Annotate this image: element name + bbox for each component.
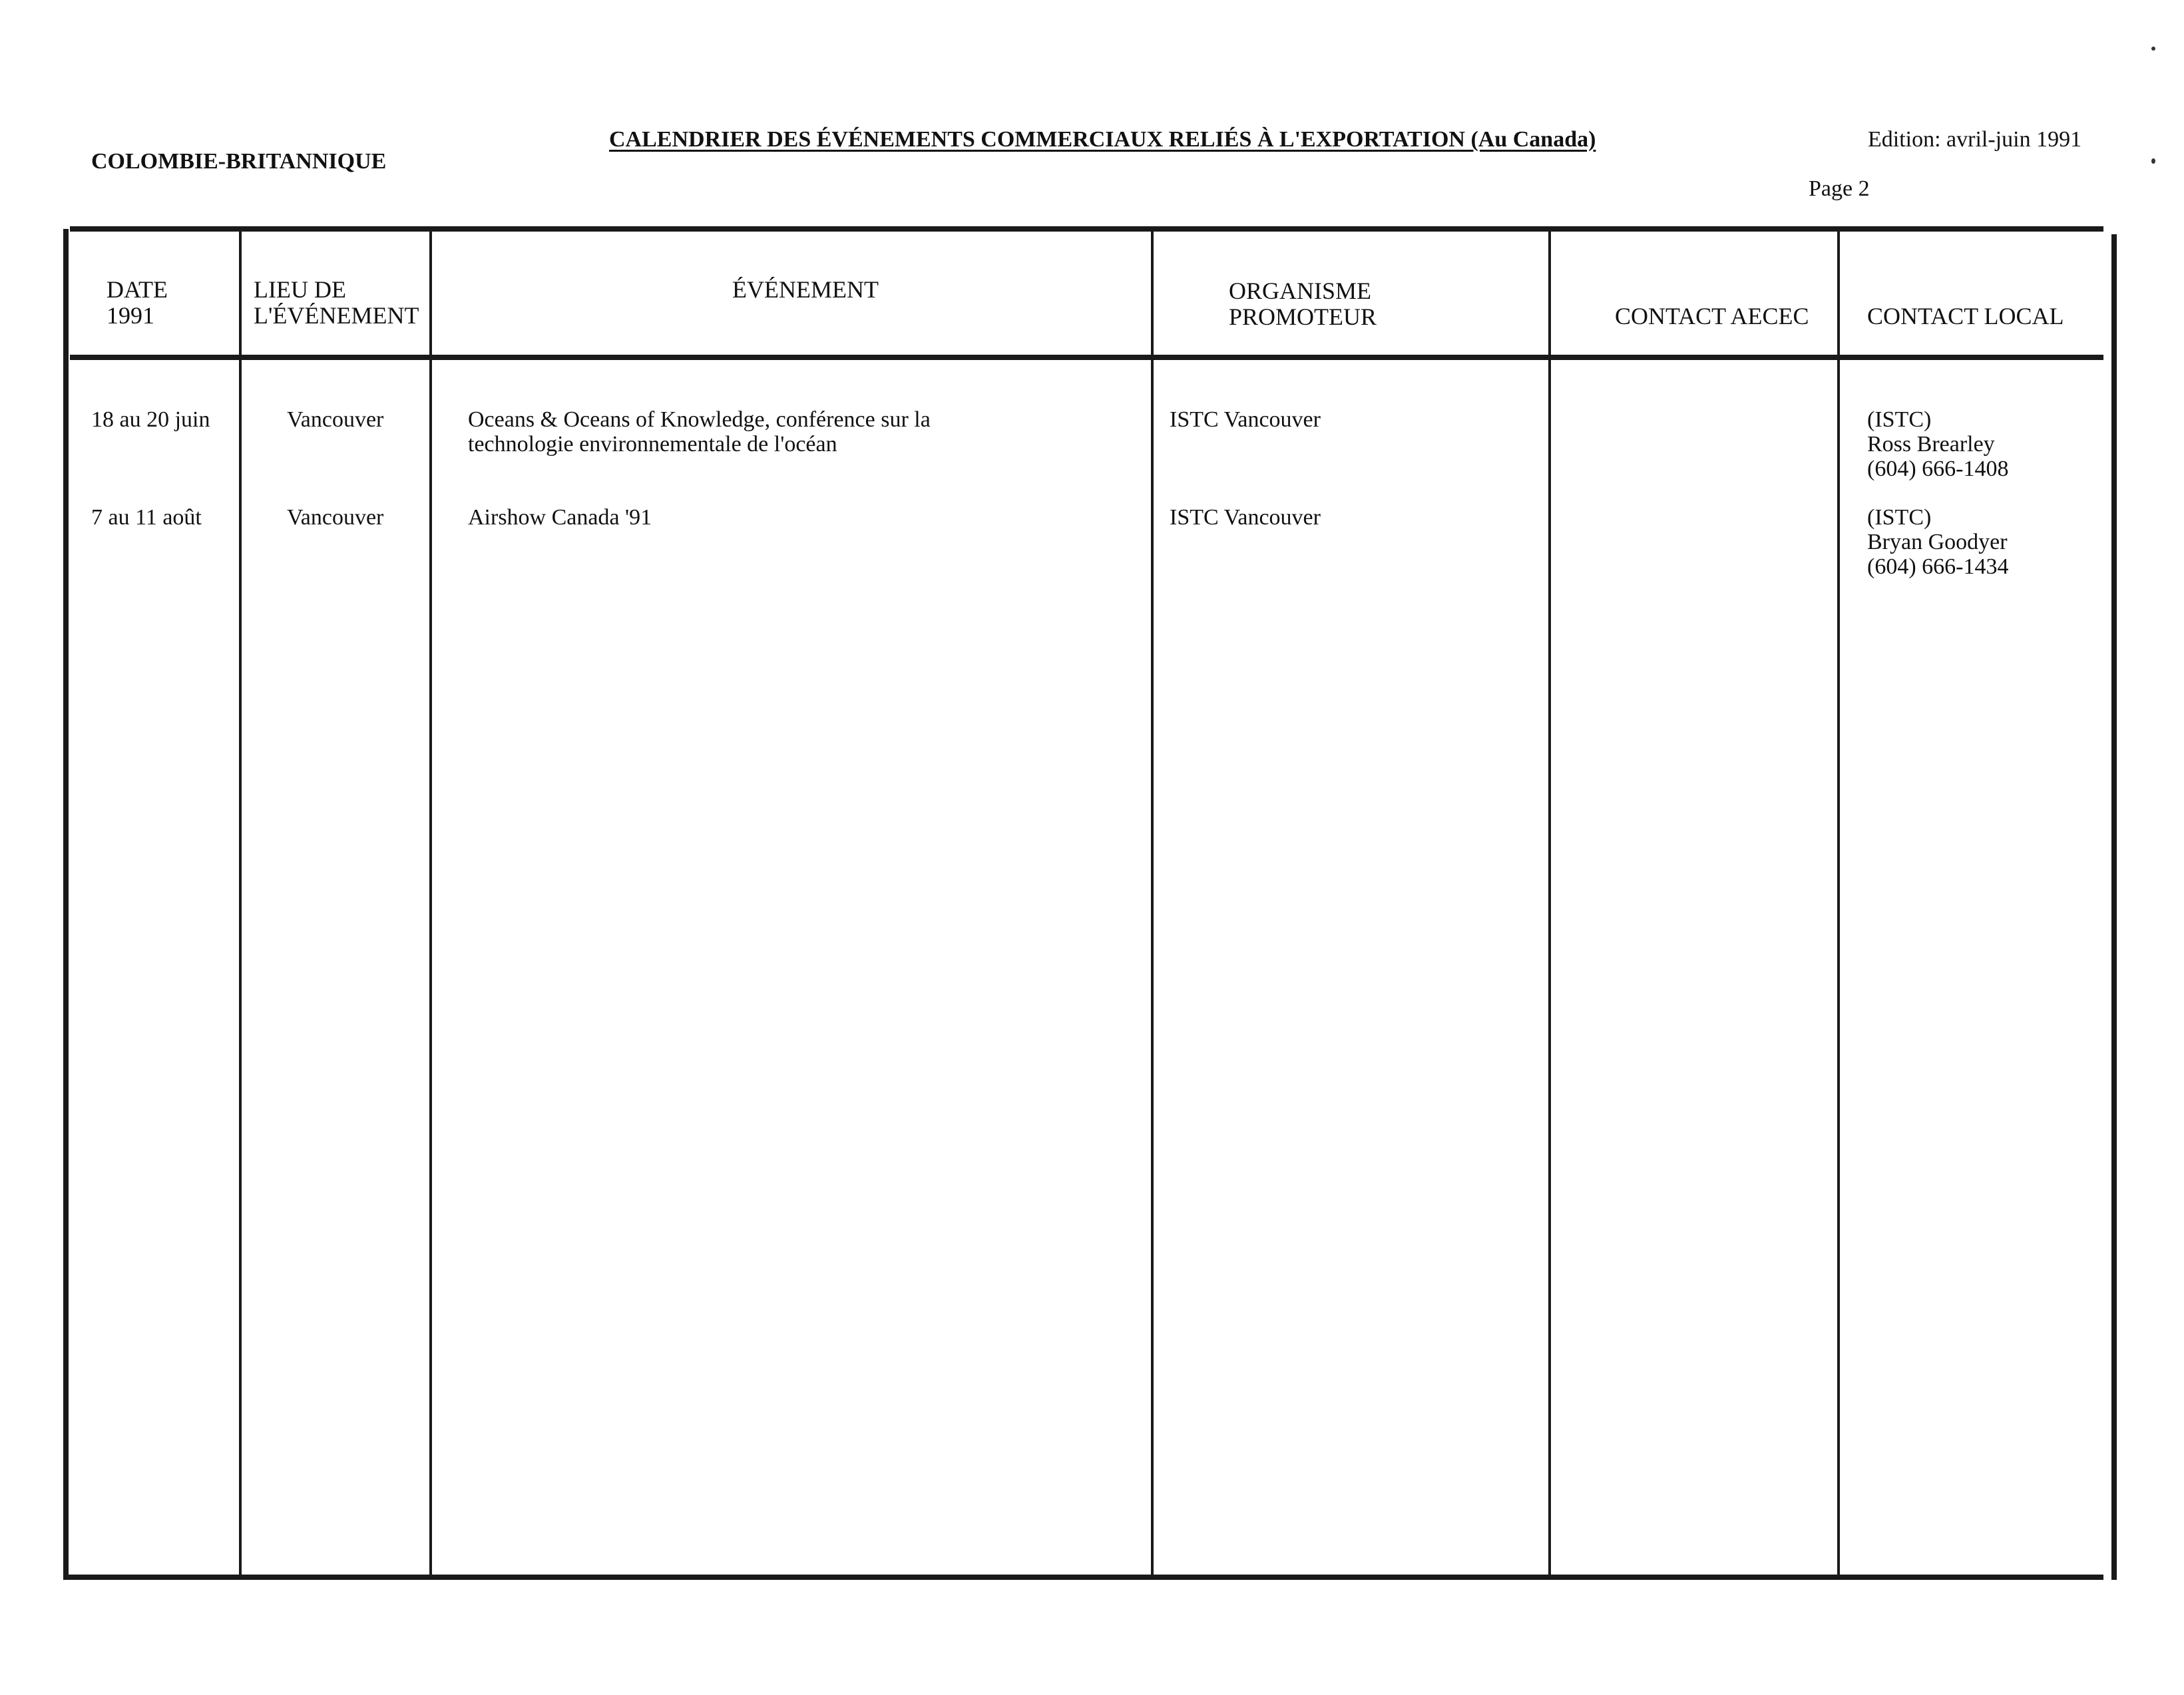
row-date: 18 au 20 juin [91,407,210,432]
header-organisme-line1: ORGANISME [1229,278,1372,304]
row-date: 7 au 11 août [91,505,202,530]
column-divider [1837,229,1840,1577]
row-organisme: ISTC Vancouver [1170,407,1321,432]
table-bottom-border [63,1575,2103,1580]
header-lieu-line2: L'ÉVÉNEMENT [254,302,419,329]
row-evenement [468,407,931,457]
header-lieu-line1: LIEU DE [254,276,346,303]
row-contact-local [1867,407,2008,481]
document-title: CALENDRIER DES ÉVÉNEMENTS COMMERCIAUX RELIÉS À L'EXPORTATION (Au Canada) [609,127,1596,152]
header-date-line1: DATE [107,276,168,303]
row-evenement [468,505,652,530]
table-right-border [2111,234,2117,1580]
edition-label: Edition: avril-juin 1991 [1868,127,2082,152]
column-divider [429,229,432,1577]
row-contact-local-line1: (ISTC) [1867,505,1932,530]
column-divider [1548,229,1551,1577]
row-organisme: ISTC Vancouver [1170,505,1321,530]
row-lieu: Vancouver [287,407,384,432]
header-organisme-line2: PROMOTEUR [1229,303,1377,330]
row-evenement-line2: technologie environnementale de l'océan [468,432,837,457]
page-number: Page 2 [1809,176,1870,201]
table-left-border [63,229,69,1580]
header-evenement: ÉVÉNEMENT [732,276,879,303]
column-divider [1151,229,1154,1577]
row-contact-local-line3: (604) 666-1408 [1867,457,2009,481]
header-contact-aecec: CONTACT AECEC [1615,303,1809,329]
header-organisme [1229,278,1377,330]
header-bottom-border [70,355,2103,360]
row-contact-local-line2: Bryan Goodyer [1867,530,2008,554]
row-contact-local-line1: (ISTC) [1867,407,1932,432]
row-contact-local [1867,505,2008,579]
header-date [107,277,168,329]
row-contact-local-line3: (604) 666-1434 [1867,554,2009,579]
header-contact-local: CONTACT LOCAL [1867,303,2064,329]
row-evenement-line1: Oceans & Oceans of Knowledge, conférence sur la [468,407,931,432]
region-label: COLOMBIE-BRITANNIQUE [91,149,387,174]
row-evenement-line1: Airshow Canada '91 [468,505,652,530]
header-lieu [254,277,419,329]
table-top-border [70,226,2103,232]
column-divider [239,229,242,1577]
scan-speck [2151,158,2155,164]
scan-speck [2151,47,2155,51]
header-date-line2: 1991 [107,302,154,329]
row-contact-local-line2: Ross Brearley [1867,432,1995,457]
row-lieu: Vancouver [287,505,384,530]
